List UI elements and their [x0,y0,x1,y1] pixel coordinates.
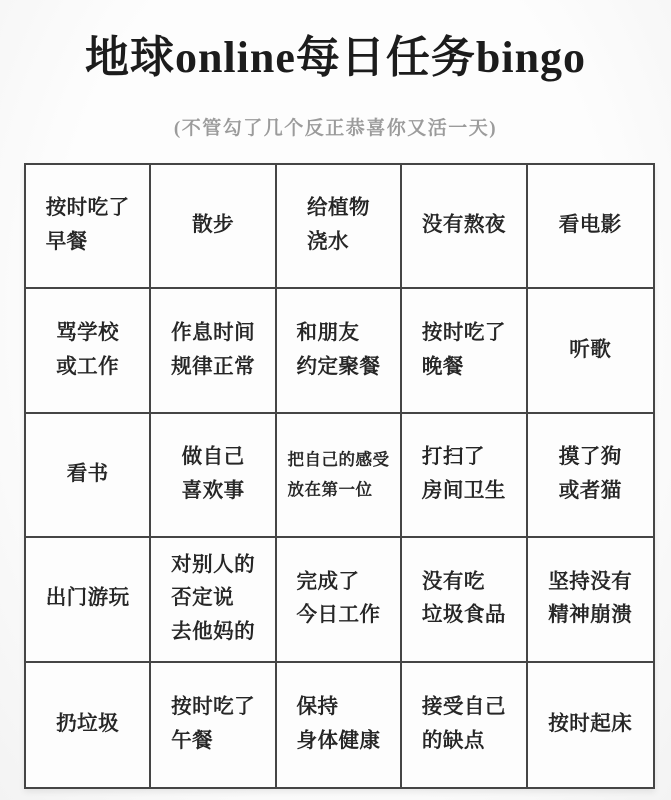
bingo-cell[interactable] [402,663,527,787]
bingo-cell-label: 做自己 喜欢事 [181,446,245,502]
bingo-cell-label: 给植物 浇水 [306,197,370,254]
bingo-cell[interactable] [26,663,151,787]
bingo-cell[interactable] [402,538,527,662]
bingo-cell[interactable] [26,538,151,662]
bingo-cell-label: 看电影 [558,214,622,237]
bingo-cell[interactable] [151,165,276,289]
bingo-cell[interactable] [277,414,402,538]
bingo-cell[interactable] [151,289,276,413]
bingo-cell[interactable] [277,165,402,289]
bingo-cell[interactable] [528,289,653,413]
bingo-cell-label: 按时起床 [548,712,633,735]
bingo-cell[interactable] [26,414,151,538]
bingo-cell[interactable] [151,663,276,787]
bingo-cell[interactable] [528,663,653,787]
bingo-cell-label: 作息时间 规律正常 [171,321,256,378]
bingo-cell-label: 没有吃 垃圾食品 [421,570,506,627]
bingo-cell-label: 对别人的 否定说 去他妈的 [171,553,256,644]
page-subtitle: (不管勾了几个反正恭喜你又活一天) [173,118,498,139]
bingo-cell-label: 出门游玩 [45,587,130,610]
bingo-cell[interactable] [402,414,527,538]
bingo-cell[interactable] [151,538,276,662]
bingo-cell[interactable] [402,289,527,413]
bingo-cell-label: 打扫了 房间卫生 [421,446,506,502]
bingo-cell-label: 保持 身体健康 [296,695,381,752]
bingo-cell-label: 按时吃了 晚餐 [421,321,506,378]
bingo-cell-label: 坚持没有 精神崩溃 [548,570,633,627]
bingo-cell[interactable] [528,538,653,662]
bingo-cell-label: 听歌 [569,338,612,361]
bingo-cell-label: 把自己的感受 放在第一位 [287,450,390,499]
bingo-cell-label: 完成了 今日工作 [296,570,381,627]
bingo-cell-label: 没有熬夜 [421,214,506,237]
bingo-cell-label: 按时吃了 早餐 [45,197,130,254]
bingo-cell-label: 散步 [192,214,235,237]
page-title: 地球online每日任务bingo [84,33,587,82]
bingo-cell-label: 按时吃了 午餐 [171,695,256,752]
bingo-cell[interactable] [277,663,402,787]
bingo-cell[interactable] [26,289,151,413]
bingo-cell-label: 扔垃圾 [56,712,120,735]
bingo-cell[interactable] [26,165,151,289]
bingo-cell-label: 看书 [66,463,109,486]
bingo-cell[interactable] [151,414,276,538]
bingo-cell-label: 骂学校 或工作 [56,321,120,378]
bingo-cell[interactable] [528,414,653,538]
bingo-cell[interactable] [277,289,402,413]
bingo-cell-label: 和朋友 约定聚餐 [296,321,381,378]
bingo-cell-label: 摸了狗 或者猫 [558,446,622,502]
bingo-cell-label: 接受自己 的缺点 [421,695,506,752]
bingo-grid [24,163,655,789]
bingo-cell[interactable] [277,538,402,662]
bingo-cell[interactable] [402,165,527,289]
bingo-cell[interactable] [528,165,653,289]
